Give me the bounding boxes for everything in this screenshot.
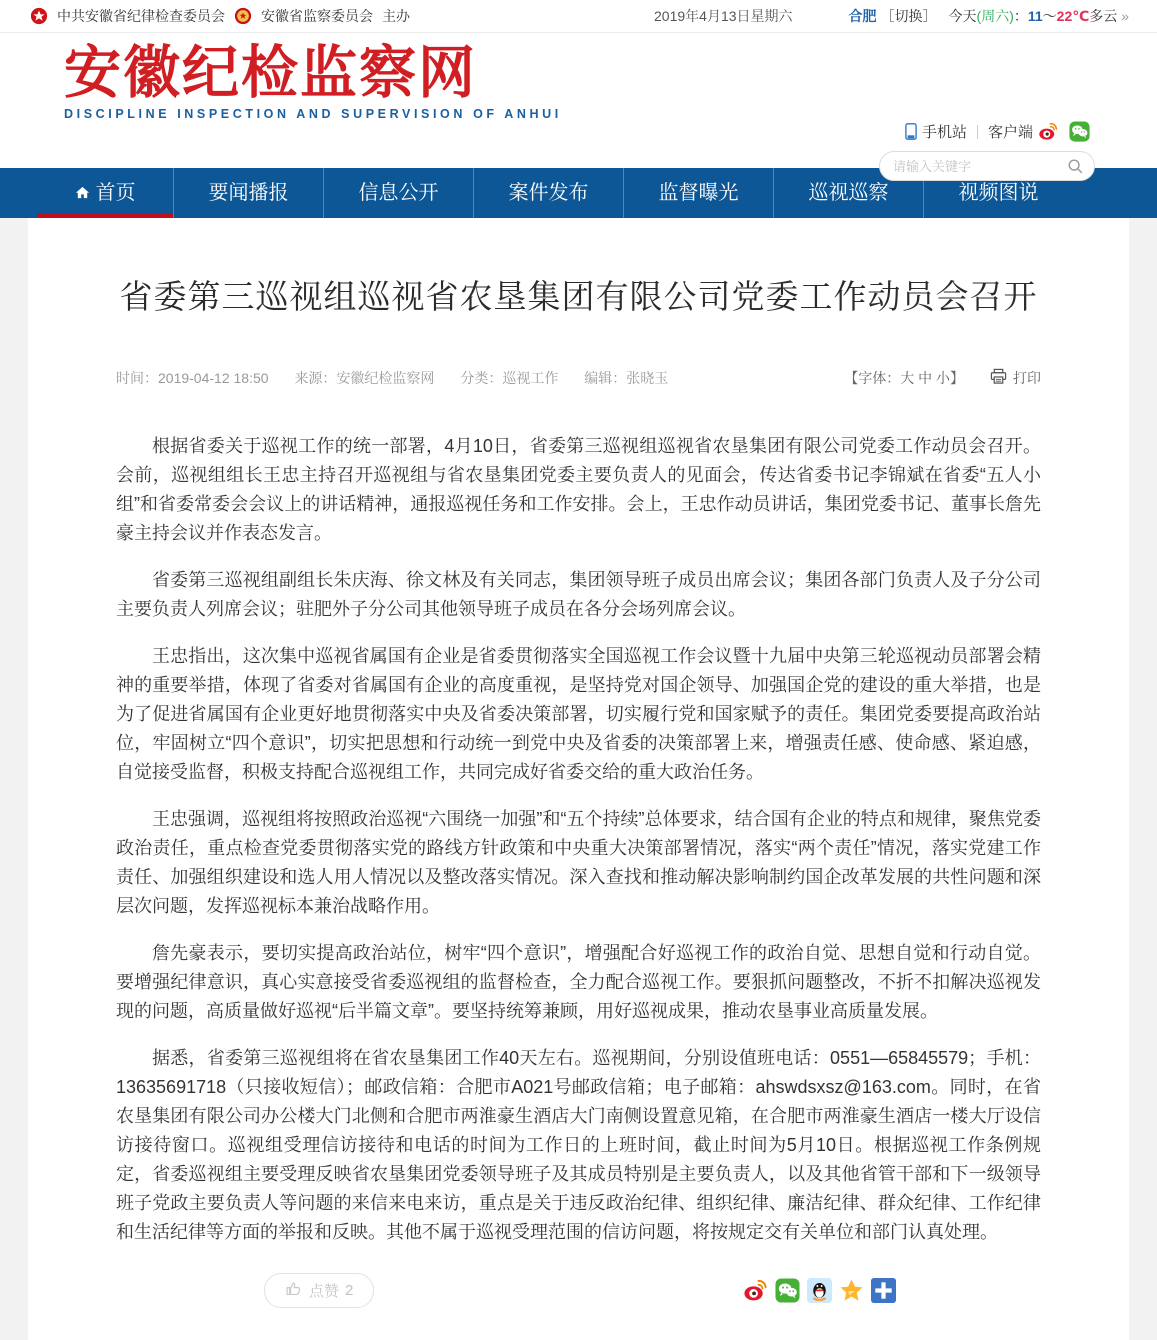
nav-item-label: 巡视巡察 (808, 182, 889, 204)
city-switch-link[interactable]: ［切换］ (880, 8, 937, 24)
article-paragraph: 省委第三巡视组副组长朱庆海、徐文林及有关同志，集团领导班子成员出席会议；集团各部门负责人及子分公司主要负责人列席会议；驻肥外子分公司其他领导班子成员在各分会场列席会议。 (116, 569, 1041, 619)
meta-time-label: 时间： (116, 369, 158, 386)
sponsor-bar (30, 6, 419, 26)
meta-time (116, 370, 269, 386)
font-size-control[interactable]: 【字体：大 中 小】 (844, 369, 964, 386)
site-header (0, 33, 1157, 168)
meta-category (460, 370, 558, 386)
party-emblem-icon (30, 7, 48, 25)
national-emblem-icon (234, 7, 252, 25)
nav-item-supervision-exposure[interactable] (623, 168, 773, 218)
meta-time-value: 2019-04-12 18:50 (158, 369, 269, 386)
nav-item-inspection[interactable] (773, 168, 923, 218)
nav-item-case-release[interactable] (473, 168, 623, 218)
meta-source (294, 370, 434, 386)
wechat-icon[interactable] (1069, 121, 1090, 142)
article-meta-row (116, 368, 1041, 388)
weather-colon: ： (1013, 8, 1028, 24)
share-bar (743, 1278, 896, 1303)
temp-low: 11 (1027, 8, 1043, 24)
meta-category-value: 巡视工作 (502, 369, 559, 386)
temp-high: 22℃ (1056, 7, 1090, 24)
home-icon (75, 169, 90, 219)
current-date: 2019年4月13日星期六 (654, 8, 793, 24)
meta-editor-label: 编辑： (584, 369, 627, 386)
like-label: 点赞 (309, 1282, 340, 1300)
mobile-site-link[interactable]: 手机站 (921, 124, 967, 141)
nav-item-label: 监督曝光 (658, 182, 739, 204)
article-paragraph: 詹先豪表示，要切实提高政治站位，树牢“四个意识”，增强配合好巡视工作的政治自觉、思想自觉和行动自觉。要增强纪律意识，真心实意接受省委巡视组的监督检查，全力配合巡视工作。要狠抓问题整改，不折不扣解决巡视发现的问题，高质量做好巡视“后半篇文章”。要坚持统筹兼顾，用好巡视成果，推动农垦事业高质量发展。 (116, 942, 1041, 1021)
article-body (116, 432, 1041, 1247)
sponsor-secondary: 安徽省监察委员会 (261, 8, 373, 24)
weather-today-label: 今天 (948, 8, 977, 24)
meta-source-value: 安徽纪检监察网 (336, 369, 435, 386)
nav-item-home[interactable] (37, 168, 173, 218)
share-weibo-button[interactable] (743, 1278, 768, 1303)
article-paragraph: 王忠强调，巡视组将按照政治巡视“六围绕一加强”和“五个持续”总体要求，结合国有企业的特点和规律，聚焦党委政治责任，重点检查党委贯彻落实党的路线方针政策和中央重大决策部署情况，落实“两个责任”情况，落实党建工作责任、加强组织建设和选人用人情况以及整改落实情况。深入查找和推动解决影响制约国企改革发展的共性问题和深层次问题，发挥巡视标本兼治战略作用。 (116, 808, 1041, 916)
print-label: 打印 (1013, 369, 1041, 386)
article-meta-left (116, 368, 690, 388)
article-paragraph: 据悉，省委第三巡视组将在省农垦集团工作40天左右。巡视期间，分别设值班电话：0551—65845579；手机：13635691718（只接收短信）；邮政信箱：合肥市A021号邮政信箱；电子邮箱：ahswdsxsz@163.com。同时，在省农垦集团有限公司办公楼大门北侧和合肥市两淮豪生酒店大门南侧设置意见箱，在合肥市两淮豪生酒店一楼大厅设信访接待窗口。巡视组受理信访接待和电话的时间为工作日的上班时间，截止时间为5月10日。根据巡视工作条例规定，省委巡视组主要受理反映省农垦集团党委领导班子及其成员特别是主要负责人，以及其他省管干部和下一级领导班子党政主要负责人等问题的来信来电来访，重点是关于违反政治纪律、组织纪律、廉洁纪律、群众纪律、工作纪律和生活纪律等方面的举报和反映。其他不属于巡视受理范围的信访问题，将按规定交有关单位和部门认真处理。 (116, 1047, 1041, 1242)
site-subtitle: DISCIPLINE INSPECTION AND SUPERVISION OF ANHUI (64, 107, 562, 121)
nav-item-label: 要闻播报 (208, 182, 289, 204)
weibo-icon[interactable] (1038, 121, 1059, 142)
thumb-up-icon (285, 1280, 309, 1301)
weather-more-link[interactable]: » (1121, 8, 1129, 24)
nav-item-video[interactable] (923, 168, 1073, 218)
like-count: 2 (345, 1281, 354, 1299)
content-wrap (0, 218, 1157, 1340)
weather-desc: 多云 (1089, 8, 1118, 24)
article-paragraph: 根据省委关于巡视工作的统一部署，4月10日，省委第三巡视组巡视省农垦集团有限公司党委工作动员会召开。会前，巡视组组长王忠主持召开巡视组与省农垦集团党委主要负责人的见面会，传达省委书记李锦斌在省委“五人小组”和省委常委会会议上的讲话精神，通报巡视任务和工作安排。会上，王忠作动员讲话，集团党委书记、董事长詹先豪主持会议并作表态发言。 (116, 435, 1041, 543)
like-button[interactable] (264, 1273, 374, 1308)
site-name: 安徽纪检监察网 (64, 42, 477, 105)
divider (977, 125, 978, 139)
nav-item-label: 信息公开 (358, 182, 439, 204)
meta-editor (584, 370, 668, 386)
top-bar (0, 0, 1157, 33)
mobile-icon (905, 123, 917, 140)
nav-item-info-disclosure[interactable] (323, 168, 473, 218)
article-title: 省委第三巡视组巡视省农垦集团有限公司党委工作动员会召开 (119, 280, 1038, 316)
weather-day-label: (周六) (976, 8, 1014, 24)
meta-editor-value: 张晓玉 (626, 369, 669, 386)
temp-separator: ～ (1042, 8, 1057, 24)
city-link[interactable]: 合肥 (848, 8, 877, 24)
article-paragraph: 王忠指出，这次集中巡视省属国有企业是省委贯彻落实全国巡视工作会议暨十九届中央第三轮巡视动员部署会精神的重要举措，体现了省委对省属国有企业的高度重视，是坚持党对国企领导、加强国企党的建设的重大举措，也是为了促进省属国有企业更好地贯彻落实中央及省委决策部署，切实履行党和国家赋予的责任。集团党委要提高政治站位，牢固树立“四个意识”，切实把思想和行动统一到党中央及省委的决策部署上来，增强责任感、使命感、紧迫感，自觉接受监督，积极支持配合巡视组工作，共同完成好省委交给的重大政治任务。 (116, 645, 1041, 782)
main-nav (0, 168, 1157, 218)
header-links (879, 121, 1095, 142)
share-more-button[interactable] (871, 1278, 896, 1303)
meta-category-label: 分类： (460, 369, 503, 386)
print-button[interactable] (990, 368, 1041, 388)
share-qzone-button[interactable] (839, 1278, 864, 1303)
share-wechat-button[interactable] (775, 1278, 800, 1303)
meta-source-label: 来源： (294, 369, 337, 386)
article-meta-right (844, 368, 1041, 388)
share-qq-button[interactable] (807, 1278, 832, 1303)
sponsor-suffix: 主办 (382, 8, 410, 24)
client-app-link[interactable]: 客户端 (987, 124, 1033, 141)
date-weather-bar (654, 6, 1129, 26)
sponsor-primary: 中共安徽省纪律检查委员会 (57, 8, 225, 24)
nav-item-label: 案件发布 (508, 182, 589, 204)
printer-icon (990, 368, 1013, 388)
nav-item-label: 首页 (95, 182, 136, 204)
site-logo[interactable] (64, 43, 562, 121)
article-card (28, 218, 1129, 1340)
nav-item-news[interactable] (173, 168, 323, 218)
article-footer-row (116, 1273, 1041, 1308)
nav-item-label: 视频图说 (958, 182, 1039, 204)
